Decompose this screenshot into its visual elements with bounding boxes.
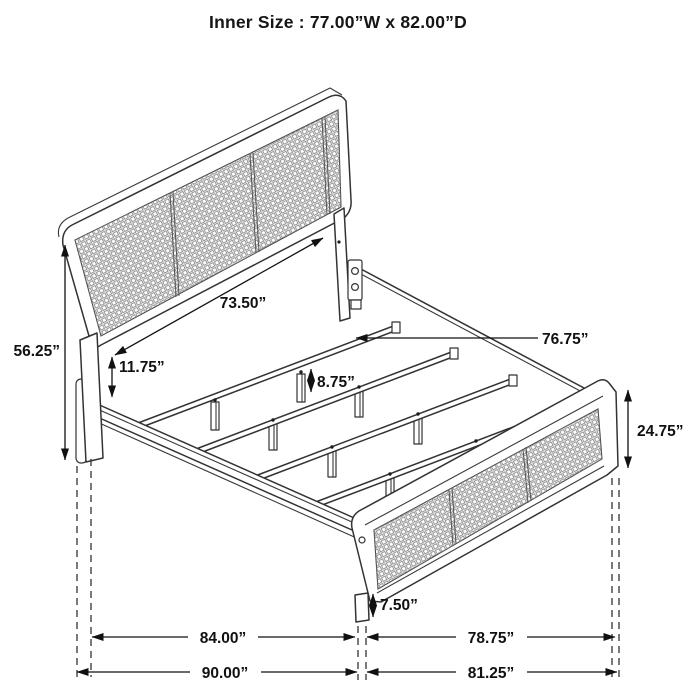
slat-end-cap [509,375,517,386]
dim-frame-length: 84.00” [199,630,247,647]
dim-footboard-clearance: 7.50” [380,597,418,614]
dim-overall-width: 81.25” [467,665,515,682]
dim-frame-width: 78.75” [467,630,515,647]
dim-slat-leg-height: 8.75” [317,374,355,391]
dim-slat-length: 76.75” [542,331,589,348]
dim-underbed-clearance: 11.75” [119,359,165,376]
diagram-title: Inner Size : 77.00”W x 82.00”D [209,12,467,32]
dim-headboard-width: 73.50” [219,295,267,312]
footboard-bolt [359,537,365,543]
dim-headboard-height: 56.25” [13,343,60,360]
slat-end-cap [450,348,458,359]
rail-bracket [348,260,362,309]
side-rail-left [95,403,361,540]
slat-end-cap [392,322,400,333]
dim-overall-length: 90.00” [201,665,249,682]
dim-footboard-height: 24.75” [637,423,684,440]
footboard-left-leg [355,593,369,622]
footboard [352,380,618,622]
